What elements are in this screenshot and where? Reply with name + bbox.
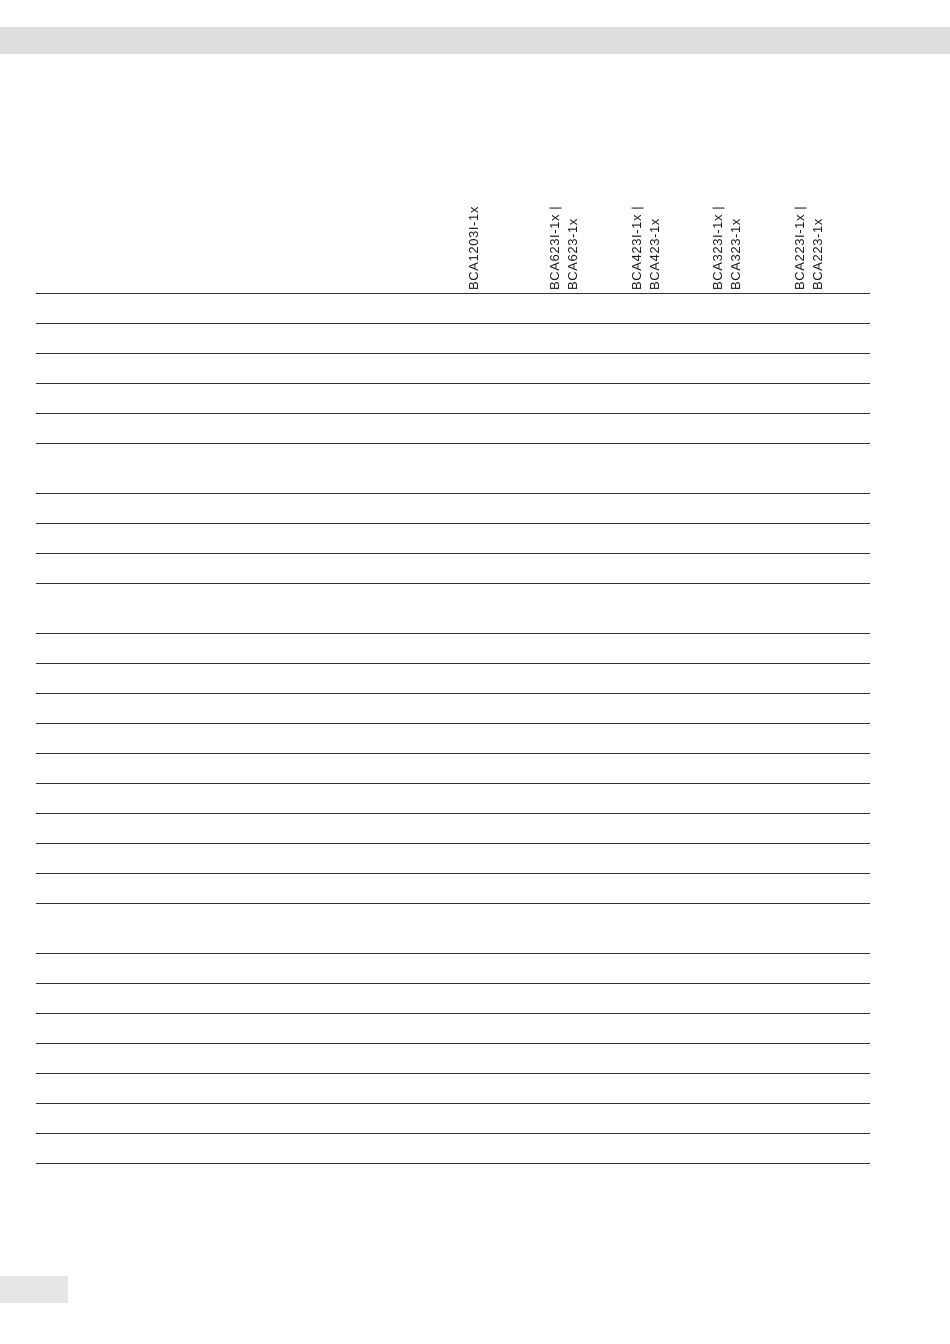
table-bottom-rule [36,1163,870,1164]
table-row-rule [36,493,870,494]
table-row-rule [36,1043,870,1044]
column-header-line: BCA423I-1x | [629,205,644,290]
column-header-line: BCA623-1x [565,218,580,290]
table-row-rule [36,413,870,414]
table-row-rule [36,953,870,954]
column-header-label [709,206,745,290]
table-row-rule [36,693,870,694]
column-header-label [465,206,483,290]
column-header-line: BCA323-1x [728,218,743,290]
column-header-label [546,206,582,290]
table-row-rule [36,783,870,784]
table-row-rule [36,383,870,384]
table-row-rule [36,443,870,444]
table-row-rule [36,723,870,724]
column-header-label [791,206,827,290]
column-header-line: BCA323I-1x | [710,205,725,290]
table-row-rule [36,663,870,664]
column-header-bca323 [709,190,749,290]
column-header-line: BCA223I-1x | [792,205,807,290]
column-header-line: BCA223-1x [810,218,825,290]
column-header-line: BCA1203I-1x [466,206,481,290]
table-row-rule [36,843,870,844]
column-header-bca423 [628,190,668,290]
table-row-rule [36,323,870,324]
table-header-rule [36,293,870,294]
column-header-line: BCA623I-1x | [547,205,562,290]
table-row-rule [36,523,870,524]
table-row-rule [36,353,870,354]
table-row-rule [36,1133,870,1134]
column-header-bca1203i [465,190,505,290]
table-row-rule [36,633,870,634]
page-number-tab [0,1276,68,1303]
table-row-rule [36,813,870,814]
table-row-rule [36,873,870,874]
table-row-rule [36,1103,870,1104]
column-header-bca623 [546,190,586,290]
column-header-bca223 [791,190,831,290]
table-row-rule [36,903,870,904]
table-row-rule [36,983,870,984]
header-band [0,27,950,54]
table-row-rule [36,553,870,554]
column-header-label [628,206,664,290]
table-row-rule [36,753,870,754]
column-header-line: BCA423-1x [647,218,662,290]
table-row-rule [36,1073,870,1074]
table-row-rule [36,1013,870,1014]
table-row-rule [36,583,870,584]
